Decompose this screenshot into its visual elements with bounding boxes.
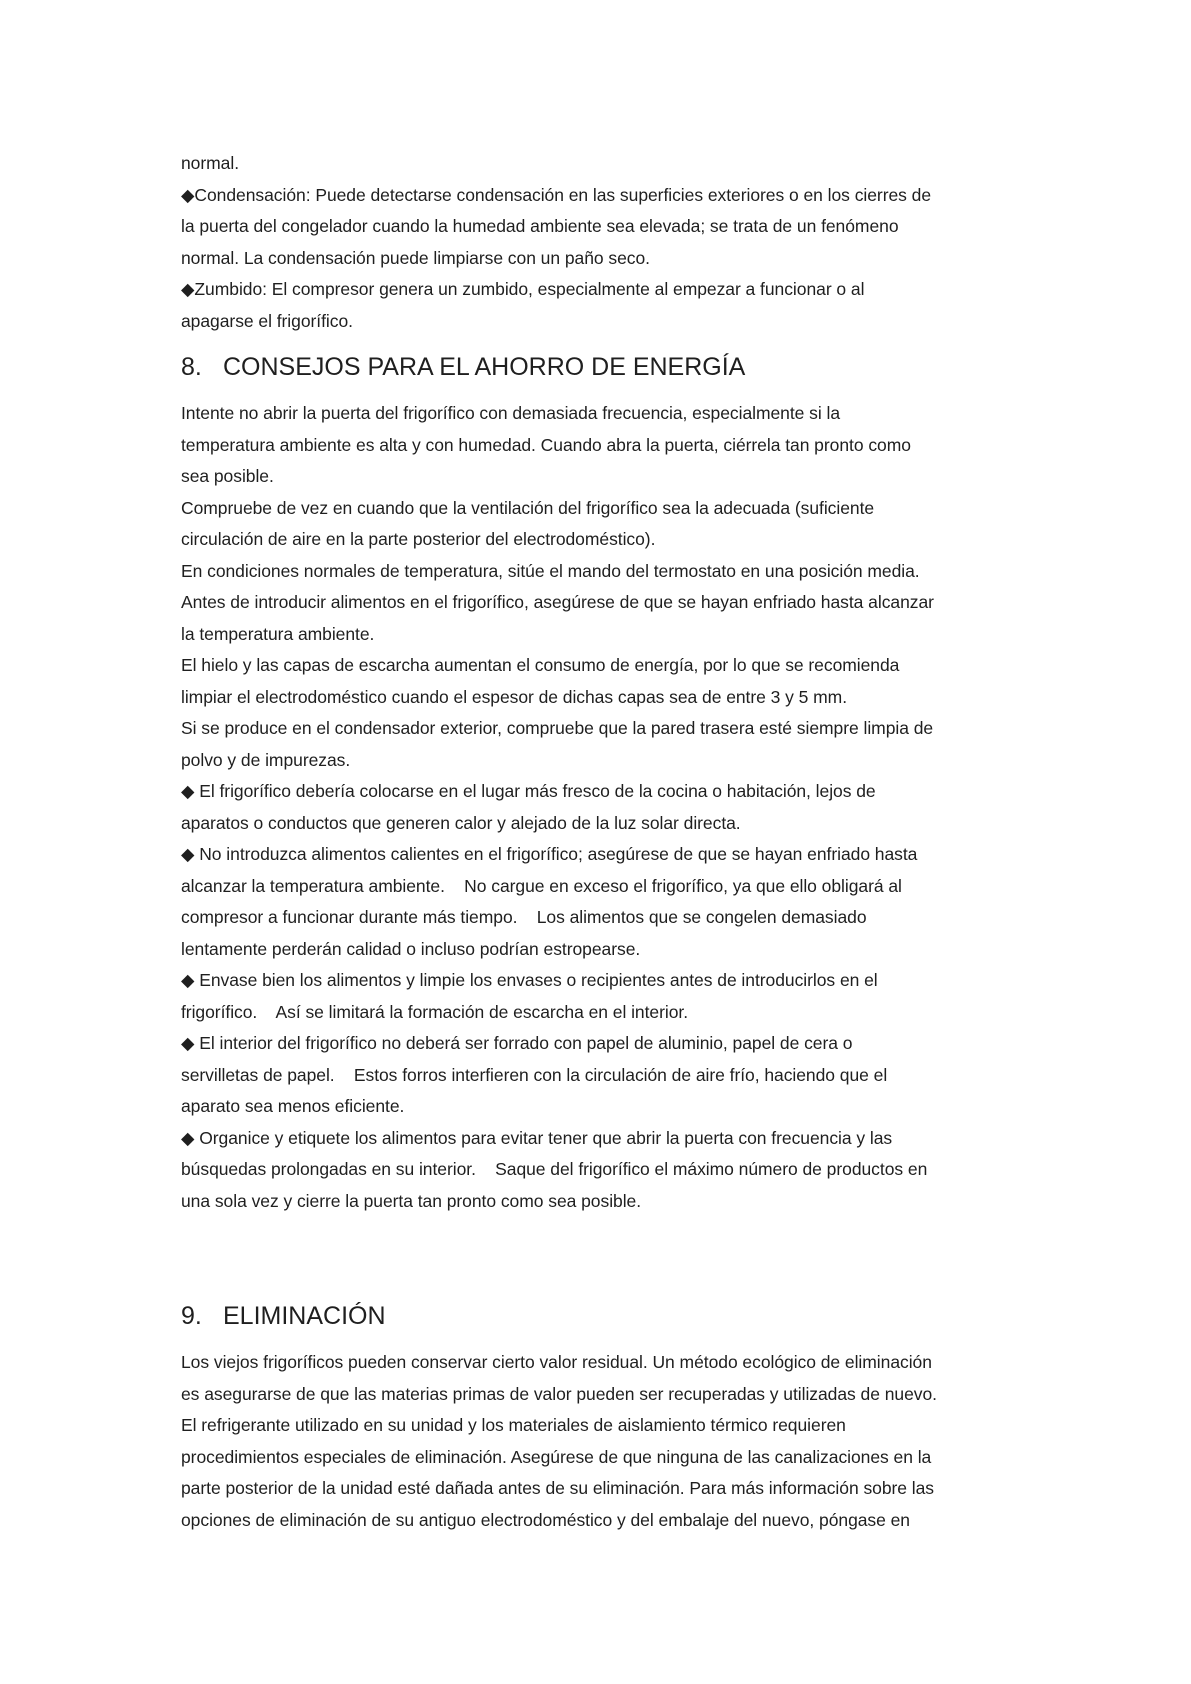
- text-line: opciones de eliminación de su antiguo electrodoméstico y del embalaje del nuevo, póngase en: [181, 1509, 910, 1530]
- text-line: alcanzar la temperatura ambiente. No cargue en exceso el frigorífico, ya que ello obligará al: [181, 875, 902, 896]
- text-line: frigorífico. Así se limitará la formación de escarcha en el interior.: [181, 1001, 689, 1022]
- text-line: ◆Zumbido: El compresor genera un zumbido, especialmente al empezar a funcionar o al: [181, 279, 865, 299]
- text-line: aparato sea menos eficiente.: [181, 1096, 405, 1116]
- text-line: ◆ El interior del frigorífico no deberá ser forrado con papel de aluminio, papel de cera o: [181, 1033, 853, 1053]
- text-line: Antes de introducir alimentos en el frigorífico, asegúrese de que se hayan enfriado hasta alcanzar: [181, 592, 934, 612]
- section-8-heading: [181, 347, 1021, 387]
- text-line: Si se produce en el condensador exterior, compruebe que la pared trasera esté siempre limpia de: [181, 718, 934, 738]
- text-line: ◆ El frigorífico debería colocarse en el lugar más fresco de la cocina o habitación, lejos de: [181, 781, 876, 801]
- text-line: lentamente perderán calidad o incluso podrían estropearse.: [181, 938, 641, 959]
- text-line: la puerta del congelador cuando la humedad ambiente sea elevada; se trata de un fenómeno: [181, 216, 899, 236]
- text-line: ◆ Organice y etiquete los alimentos para evitar tener que abrir la puerta con frecuencia y las: [181, 1127, 893, 1148]
- section-8-title: CONSEJOS PARA EL AHORRO DE ENERGÍA: [223, 353, 746, 381]
- text-line: ◆ Envase bien los alimentos y limpie los envases o recipientes antes de introducirlos en el: [181, 970, 878, 990]
- section-9-heading: [181, 1296, 1021, 1336]
- text-line: ◆ No introduzca alimentos calientes en el frigorífico; asegúrese de que se hayan enfriado hasta: [181, 844, 918, 864]
- text-line: procedimientos especiales de eliminación. Asegúrese de que ninguna de las canalizaciones en la: [181, 1446, 932, 1467]
- text-line: búsquedas prolongadas en su interior. Saque del frigorífico el máximo número de productos en: [181, 1159, 928, 1179]
- text-line: servilletas de papel. Estos forros interfieren con la circulación de aire frío, haciendo que el: [181, 1064, 888, 1085]
- section-8-body: [181, 398, 1021, 1217]
- section-9-number: 9.: [181, 1302, 202, 1330]
- text-line: Intente no abrir la puerta del frigorífico con demasiada frecuencia, especialmente si la: [181, 403, 841, 423]
- text-line: compresor a funcionar durante más tiempo. Los alimentos que se congelen demasiado: [181, 907, 867, 927]
- text-line: una sola vez y cierre la puerta tan pronto como sea posible.: [181, 1190, 642, 1211]
- text-line: ◆Condensación: Puede detectarse condensación en las superficies exteriores o en los cierres de: [181, 184, 932, 205]
- text-line: temperatura ambiente es alta y con humedad. Cuando abra la puerta, ciérrela tan pronto como: [181, 434, 911, 455]
- text-line: En condiciones normales de temperatura, sitúe el mando del termostato en una posición media.: [181, 560, 920, 581]
- section-9-body: [181, 1347, 1021, 1536]
- text-line: parte posterior de la unidad esté dañada antes de su eliminación. Para más información sobre las: [181, 1478, 935, 1498]
- text-line: El hielo y las capas de escarcha aumentan el consumo de energía, por lo que se recomienda: [181, 655, 900, 675]
- text-line: normal.: [181, 153, 240, 173]
- text-line: Los viejos frigoríficos pueden conservar cierto valor residual. Un método ecológico de eliminación: [181, 1352, 932, 1372]
- text-line: sea posible.: [181, 466, 274, 486]
- text-line: la temperatura ambiente.: [181, 623, 375, 644]
- text-line: apagarse el frigorífico.: [181, 310, 353, 331]
- text-line: Compruebe de vez en cuando que la ventilación del frigorífico sea la adecuada (suficiente: [181, 497, 875, 518]
- section-9-title: ELIMINACIÓN: [223, 1302, 386, 1330]
- continuation-paragraphs: [181, 148, 1021, 337]
- text-line: El refrigerante utilizado en su unidad y los materiales de aislamiento térmico requieren: [181, 1415, 846, 1435]
- text-line: normal. La condensación puede limpiarse con un paño seco.: [181, 247, 650, 268]
- text-line: polvo y de impurezas.: [181, 749, 351, 770]
- text-line: limpiar el electrodoméstico cuando el espesor de dichas capas sea de entre 3 y 5 mm.: [181, 686, 848, 707]
- text-line: circulación de aire en la parte posterior del electrodoméstico).: [181, 529, 656, 549]
- text-line: aparatos o conductos que generen calor y alejado de la luz solar directa.: [181, 812, 741, 833]
- section-8-number: 8.: [181, 353, 202, 381]
- text-line: es asegurarse de que las materias primas de valor pueden ser recuperadas y utilizadas de nuevo.: [181, 1383, 937, 1404]
